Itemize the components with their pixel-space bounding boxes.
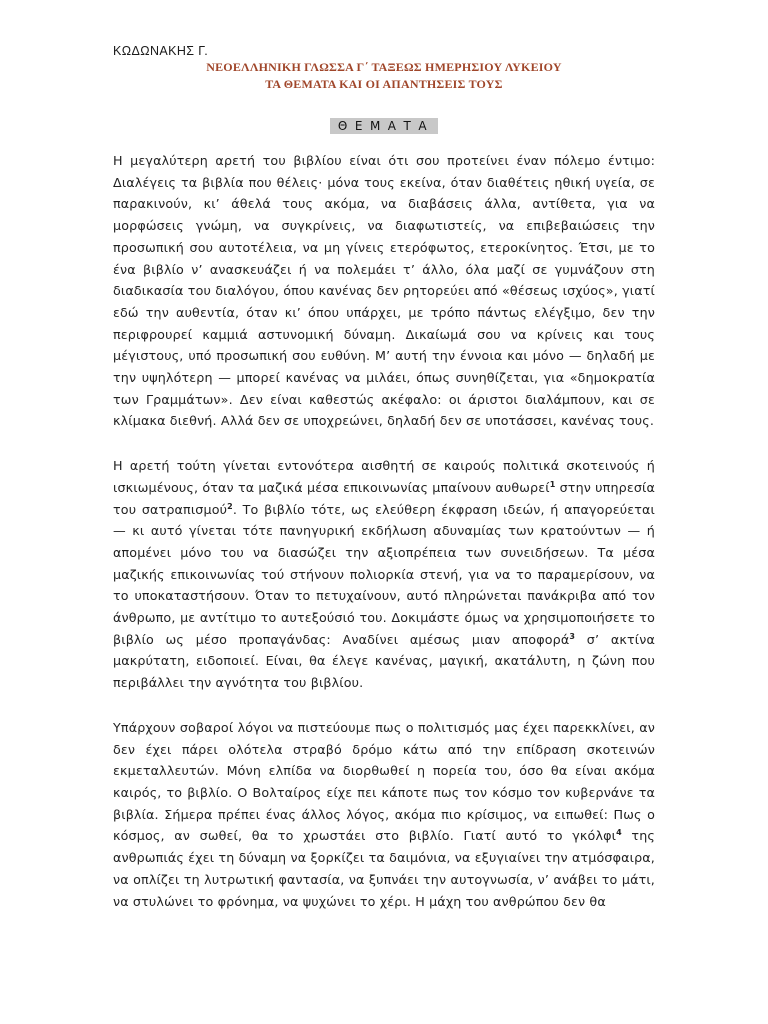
paragraph-2-part-a: Η αρετή τούτη γίνεται εντονότερα αισθητή σε καιρούς πολιτικά σκοτεινούς ή ισκιωμένους, όταν τα μαζικά μέσα επικοινωνίας μπαίνουν αυθωρεί xyxy=(113,458,655,495)
section-heading-label: ΘΕΜΑΤΑ xyxy=(330,118,438,134)
paragraph-2 xyxy=(113,455,655,694)
paragraph-2-part-c: . Το βιβλίο τότε, ως ελεύθερη έκφραση ιδεών, ή απαγορεύεται — κι αυτό γίνεται τότε πανηγυρική εκδήλωση αδυναμίας των κρατούντων — ή απομένει μόνο του να διασώζει την αξιοπρέπεια των συνειδήσεων. Τα μέσα μαζικής επικοινωνίας τού στήνουν πολιορκία στενή, για να το παραμερίσουν, να το υποκαταστήσουν. Όταν το πετυχαίνουν, αυτό πληρώνεται πανάκριβα από τον άνθρωπο, με αντίτιμο το αυτεξούσιό του. Δοκιμάστε όμως να χρησιμοποιήσετε το βιβλίο ως μέσο προπαγάνδας: Αναδίνει αμέσως μιαν αποφορά xyxy=(113,501,655,647)
paragraph-3-part-a: Υπάρχουν σοβαροί λόγοι να πιστεύουμε πως ο πολιτισμός μας έχει παρεκκλίνει, αν δεν έχει πάρει ολότελα στραβό δρόμο κάτω από την επίδραση σκοτεινών εκμεταλλευτών. Μόνη ελπίδα να διορθωθεί η πορεία του, όσο θα είναι ακόμα καιρός, το βιβλίο. Ο Βολταίρος είχε πει κάποτε πως τον κόσμο τον κυβερνάνε τα βιβλία. Σήμερα πρέπει ένας άλλος λόγος, ακόμα πιο κρίσιμος, να ειπωθεί: Πως ο κόσμος, αν σωθεί, θα το χρωστάει στο βιβλίο. Γιατί αυτό το γκόλφι xyxy=(113,719,655,844)
footnote-ref-3: 3 xyxy=(569,631,576,641)
document-title: ΝΕΟΕΛΛΗΝΙΚΗ ΓΛΩΣΣΑ Γ΄ ΤΑΞΕΩΣ ΗΜΕΡΗΣΙΟΥ ΛΥΚΕΙΟΥ xyxy=(206,60,562,74)
document-subtitle: ΤΑ ΘΕΜΑΤΑ ΚΑΙ ΟΙ ΑΠΑΝΤΗΣΕΙΣ ΤΟΥΣ xyxy=(265,77,503,91)
footnote-ref-2: 2 xyxy=(227,501,233,511)
footnote-ref-1: 1 xyxy=(549,479,556,489)
paragraph-1: Η μεγαλύτερη αρετή του βιβλίου είναι ότι σου προτείνει έναν πόλεμο έντιμο: Διαλέγεις τα βιβλία που θέλεις· μόνα τους εκείνα, όταν διαθέτεις ηθική υγεία, σε παρακινούν, κι’ άθελά τους ακόμα, να διαβάσεις άλλα, αντίθετα, για να μορφώσεις γνώμη, να συγκρίνεις, να διαφωτιστείς, να επιβεβαιώσεις την προσωπική σου αυτοτέλεια, να μη γίνεις ετερόφωτος, ετεροκίνητος. Έτσι, με το ένα βιβλίο ν’ ανασκευάζει ή να πολεμάει τ’ άλλο, όλα μαζί σε γυμνάζουν στη διαδικασία του διαλόγου, όπου κανένας δεν ρητορεύει από «θέσεως ισχύος», γιατί εδώ την αυθεντία, όταν κι’ όπου υπάρχει, με τρόπο πάντως ελέγξιμο, δεν την περιφρουρεί καμμιά αστυνομική δύναμη. Δικαίωμά σου να κρίνεις και τους μέγιστους, υπό προσωπική σου ευθύνη. Μ’ αυτή την έννοια και μόνο — δηλαδή με την υψηλότερη — μπορεί κανένας να μιλάει, όπως συνηθίζεται, για «δημοκρατία των Γραμμάτων». Δεν είναι καθεστώς ακέφαλο: οι άριστοι διαλάμπουν, και σε κλίμακα διεθνή. Αλλά δεν σε υποχρεώνει, δηλαδή δεν σε υποτάσσει, κανένας τους. xyxy=(113,153,655,429)
body-text xyxy=(113,150,655,912)
author-name: ΚΩΔΩΝΑΚΗΣ Γ. xyxy=(113,44,209,58)
paragraph-2-part-d: σ’ ακτίνα μακρύτατη, ειδοποιεί. Είναι, θα έλεγε κανένας, μαγική, ακατάλυτη, η ζώνη που περιβάλλει την αγνότητα του βιβλίου. xyxy=(113,631,655,691)
paragraph-3-part-b: της ανθρωπιάς έχει τη δύναμη να ξορκίζει τα δαιμόνια, να εξυγιαίνει την ατμόσφαιρα, να οπλίζει τη λυτρωτική φαντασία, να ξυπνάει την αυτογνωσία, ν’ ανάβει το μάτι, να στυλώνει το φρόνημα, να ψυχώνει το χέρι. Η μάχη του ανθρώπου δεν θα xyxy=(113,828,656,909)
paragraph-3 xyxy=(113,717,655,912)
paragraph-2-part-b: στην υπηρεσία του σατραπισμού xyxy=(113,479,656,517)
footnote-ref-4: 4 xyxy=(616,828,622,838)
section-heading xyxy=(0,115,768,134)
